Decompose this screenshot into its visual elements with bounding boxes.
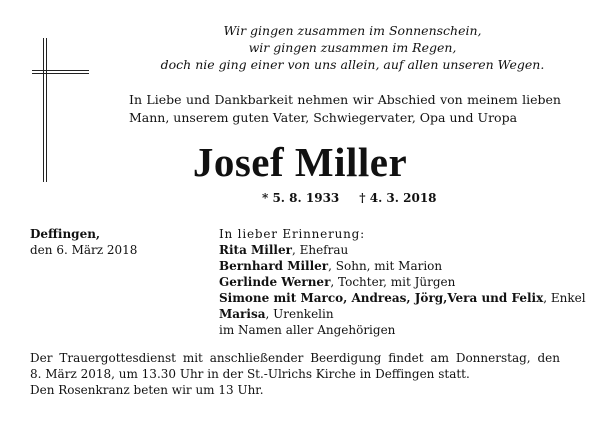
poem-line: doch nie ging einer von uns allein, auf allen unseren Wegen.: [160, 57, 545, 72]
death-date: † 4. 3. 2018: [359, 191, 437, 205]
mourners-list: [219, 226, 586, 338]
life-dates: [262, 191, 437, 205]
deceased-name: Josef Miller: [192, 139, 408, 185]
mourner-relation: , Sohn, mit Marion: [328, 259, 443, 273]
mourner-entry: [219, 290, 586, 306]
mourner-entry: [219, 258, 586, 274]
poem-line: Wir gingen zusammen im Sonnenschein,: [223, 23, 482, 38]
mourner-name: Bernhard Miller: [219, 259, 329, 273]
mourner-name: Rita Miller: [219, 243, 292, 257]
place-and-date: [30, 226, 137, 258]
mourner-relation: , Enkel: [543, 291, 586, 305]
mourners-heading: In lieber Erinnerung:: [219, 227, 366, 241]
place-name: Deffingen,: [30, 227, 101, 241]
mourner-relation: , Urenkelin: [265, 307, 334, 321]
farewell-text: [129, 91, 561, 127]
service-info: [30, 350, 560, 398]
mourner-entry: [219, 242, 586, 258]
birth-date: * 5. 8. 1933: [262, 191, 340, 205]
service-line: Der Trauergottesdienst mit anschließender Beerdigung findet am Donnerstag, den: [30, 351, 560, 365]
notice-date: den 6. März 2018: [30, 243, 138, 257]
mourner-name: Gerlinde Werner: [219, 275, 331, 289]
mourner-name: Marisa: [219, 307, 266, 321]
mourner-relation: , Ehefrau: [291, 243, 349, 257]
mourner-relation: , Tochter, mit Jürgen: [330, 275, 456, 289]
memorial-poem: [160, 22, 545, 73]
mourner-entry: [219, 322, 586, 338]
service-line: 8. März 2018, um 13.30 Uhr in der St.-Ulrichs Kirche in Deffingen statt.: [30, 367, 470, 381]
mourner-entry: [219, 306, 586, 322]
farewell-line: Mann, unserem guten Vater, Schwiegervater, Opa und Uropa: [129, 110, 518, 125]
farewell-line: In Liebe und Dankbarkeit nehmen wir Abschied von meinem lieben: [129, 92, 561, 107]
poem-line: wir gingen zusammen im Regen,: [248, 40, 457, 55]
mourner-name: Simone mit Marco, Andreas, Jörg,Vera und Felix: [219, 291, 544, 305]
mourner-relation: im Namen aller Angehörigen: [219, 323, 396, 337]
service-line: Den Rosenkranz beten wir um 13 Uhr.: [30, 383, 264, 397]
mourner-entry: [219, 274, 586, 290]
